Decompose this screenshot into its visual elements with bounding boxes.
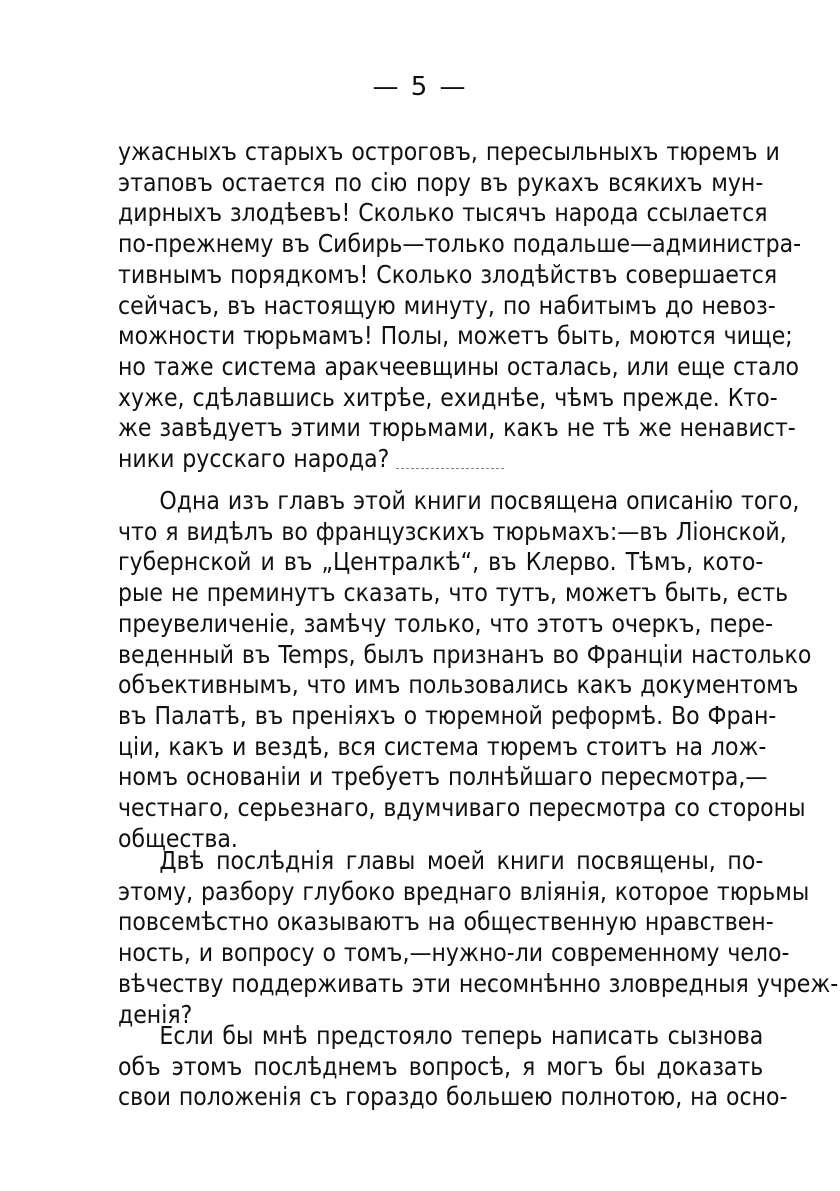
paragraph-4 xyxy=(118,1021,788,1113)
paragraph-1 xyxy=(118,137,802,475)
text-line: сейчасъ, въ настоящую минуту, по набитымъ до невоз- xyxy=(118,290,776,320)
text-line: ность, и вопросу о томъ,—нужно-ли современному чело- xyxy=(118,938,790,968)
text-line: объ этомъ послѣднемъ вопросѣ, я могъ бы доказать xyxy=(118,1051,764,1081)
text-line: по-прежнему въ Сибирь—только подальше—администра- xyxy=(118,229,802,259)
text-line: честнаго, серьезнаго, вдумчиваго пересмотра со стороны xyxy=(118,793,806,823)
text-line: въ Палатѣ, въ преніяхъ о тюремной реформѣ. Во Фран- xyxy=(118,700,777,730)
text-line: губернской и въ „Централкѣ“, въ Клерво. Тѣмъ, кото- xyxy=(118,547,764,577)
text-line: можности тюрьмамъ! Полы, можетъ быть, моются чище; xyxy=(118,321,793,351)
text-line: денія? xyxy=(118,999,193,1029)
text-line: же завѣдуетъ этими тюрьмами, какъ не тѣ же ненавист- xyxy=(118,413,796,443)
text-line: преувеличеніе, замѣчу только, что этотъ очеркъ, пере- xyxy=(118,608,773,638)
text-line: рые не преминутъ сказать, что тутъ, можетъ быть, есть xyxy=(118,578,789,608)
text-line: дирныхъ злодѣевъ! Сколько тысячъ народа ссылается xyxy=(118,198,768,228)
text-line: что я видѣлъ во французскихъ тюрьмахъ:—въ Ліонской, xyxy=(118,516,787,546)
page-number: — 5 — xyxy=(372,72,468,102)
text-line: но таже система аракчеевщины осталась, или еще стало xyxy=(118,351,800,381)
text-line: тивнымъ порядкомъ! Сколько злодѣйствъ совершается xyxy=(118,259,778,289)
text-line: хуже, сдѣлавшись хитрѣе, ехиднѣе, чѣмъ прежде. Кто- xyxy=(118,382,778,412)
text-line: общества. xyxy=(118,823,238,853)
text-line: веденный въ Temps, былъ признанъ во Франціи настолько xyxy=(118,639,812,669)
text-line: ужасныхъ старыхъ остроговъ, пересыльныхъ тюремъ и xyxy=(118,137,780,166)
text-line: объективнымъ, что имъ пользовались какъ документомъ xyxy=(118,670,799,700)
text-line: ники русскаго народа? xyxy=(118,444,390,474)
text-line: вѣчеству поддерживать эти несомнѣнно зловредныя учреж- xyxy=(118,968,839,998)
text-line: Двѣ послѣднія главы моей книги посвящены, по- xyxy=(159,846,764,875)
section-separator xyxy=(396,468,504,469)
text-line: Если бы мнѣ предстояло теперь написать сызнова xyxy=(159,1021,764,1050)
text-line: номъ основаніи и требуетъ полнѣйшаго пересмотра,— xyxy=(118,762,768,792)
text-line: этаповъ остается по сію пору въ рукахъ всякихъ мун- xyxy=(118,167,764,197)
text-line: повсемѣстно оказываютъ на общественную нравствен- xyxy=(118,907,774,937)
paragraph-2 xyxy=(118,486,812,854)
paragraph-3 xyxy=(118,846,839,1030)
text-line: Одна изъ главъ этой книги посвящена описанію того, xyxy=(159,486,800,515)
text-line: этому, разбору глубоко вреднаго вліянія, которое тюрьмы xyxy=(118,876,810,906)
text-line: ціи, какъ и вездѣ, вся система тюремъ стоитъ на лож- xyxy=(118,731,767,761)
text-line: свои положенія съ гораздо большею полнотою, на осно- xyxy=(118,1082,788,1112)
